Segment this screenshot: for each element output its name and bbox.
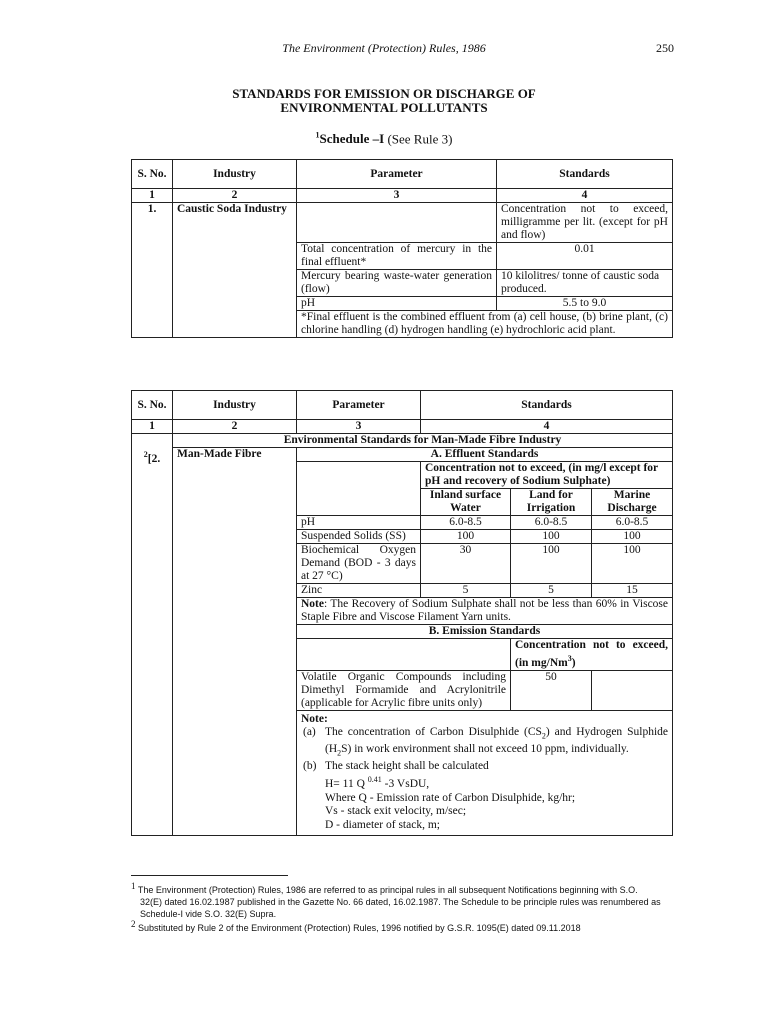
value-cell: 6.0-8.5 (421, 516, 511, 530)
col-num: 1 (132, 420, 173, 434)
col-header-industry: Industry (173, 160, 297, 189)
value-cell: 100 (592, 530, 673, 544)
blank-parameter-cell (297, 462, 421, 516)
value-cell: 5 (421, 584, 511, 598)
col-header-sno: S. No. (132, 160, 173, 189)
parameter-cell: pH (297, 516, 421, 530)
title-line-1: STANDARDS FOR EMISSION OR DISCHARGE OF (232, 86, 536, 101)
col-inland-surface-water: Inland surface Water (421, 489, 511, 516)
note-b (301, 760, 668, 774)
value-cell: 100 (511, 544, 592, 584)
blank-parameter-cell (297, 639, 511, 671)
note-a-sub: 2 (337, 748, 342, 758)
formula-where-q: Where Q - Emission rate of Carbon Disulphide, kg/hr; (325, 791, 576, 804)
footnote-2 (131, 918, 676, 934)
note-b-text: The stack height shall be calculated (325, 759, 489, 772)
column-number-row (132, 189, 673, 203)
col-num: 3 (297, 420, 421, 434)
parameter-cell: Zinc (297, 584, 421, 598)
footnote-marker: 1 (131, 881, 136, 891)
standard-value: 0.01 (497, 243, 673, 270)
schedule-label: Schedule –I (319, 131, 385, 147)
effluent-concentration-heading: Concentration not to exceed, (in mg/l except for pH and recovery of Sodium Sulphate) (421, 462, 673, 489)
footnote-1 (131, 880, 676, 920)
col-header-sno: S. No. (132, 391, 173, 420)
formula-d: D - diameter of stack, m; (325, 818, 440, 831)
col-num: 4 (421, 420, 673, 434)
serial-number: $^2$[2. (132, 448, 173, 836)
value-cell: 6.0-8.5 (592, 516, 673, 530)
title-line-2: ENVIRONMENTAL POLLUTANTS (280, 100, 488, 115)
footnote-marker: 2 (131, 919, 136, 929)
document-title (0, 87, 768, 115)
col-header-industry: Industry (173, 391, 297, 420)
value-cell: 6.0-8.5 (511, 516, 592, 530)
page-number: 250 (656, 41, 674, 55)
value-cell: 30 (421, 544, 511, 584)
parameter-cell (297, 203, 497, 243)
industry-name: Man-Made Fibre (173, 448, 297, 836)
section-title: Environmental Standards for Man-Made Fibre Industry (173, 434, 673, 448)
table-row (132, 448, 673, 462)
col-marine-discharge: Marine Discharge (592, 489, 673, 516)
col-num: 4 (497, 189, 673, 203)
col-header-standards: Standards (421, 391, 673, 420)
standard-value: 5.5 to 9.0 (497, 297, 673, 311)
table-row (132, 203, 673, 243)
value-cell: 15 (592, 584, 673, 598)
section-title-row (132, 434, 673, 448)
emission-conc-text: Concentration not to exceed, (in mg/Nm (515, 639, 669, 669)
col-num: 2 (173, 420, 297, 434)
sodium-sulphate-note (297, 598, 673, 625)
schedule-marker: 1 (315, 131, 320, 140)
value-cell: 100 (421, 530, 511, 544)
col-num: 1 (132, 189, 173, 203)
final-effluent-note: *Final effluent is the combined effluent from (a) cell house, (b) brine plant, (c) chlorine handling (d) hydrogen handling (e) hydrochloric acid plant. (297, 311, 673, 338)
serial-sup: 2 (143, 449, 148, 459)
col-header-standards: Standards (497, 160, 673, 189)
value-cell: 100 (511, 530, 592, 544)
footnote-text: The Environment (Protection) Rules, 1986 are referred to as principal rules in all subsequent Notifications beginning with S.O. (135, 885, 638, 895)
formula-text: -3 VsDU, (381, 778, 430, 791)
note-b-label: (b) (303, 759, 317, 772)
formula-exponent: 0.41 (367, 775, 382, 785)
parameter-cell: Biochemical Oxygen Demand (BOD - 3 days at 27 °C) (297, 544, 421, 584)
col-num: 3 (297, 189, 497, 203)
notes-block (297, 710, 673, 835)
emission-standards-title: B. Emission Standards (297, 625, 673, 639)
formula-text: H= 11 Q (325, 778, 368, 791)
standard-value: 10 kilolitres/ tonne of caustic soda produced. (497, 270, 673, 297)
col-num: 2 (173, 189, 297, 203)
parameter-cell: pH (297, 297, 497, 311)
emission-conc-tail: ) (571, 656, 576, 669)
note-a (301, 726, 668, 760)
note-text: : The Recovery of Sodium Sulphate shall not be less than 60% in Viscose Staple Fibre and Viscose Filament Yarn units. (301, 598, 669, 623)
stack-height-formula (301, 773, 668, 791)
col-header-parameter: Parameter (297, 160, 497, 189)
value-cell: 100 (592, 544, 673, 584)
standards-heading: Concentration not to exceed, milligramme per lit. (except for pH and flow) (497, 203, 673, 243)
table-header-row (132, 160, 673, 189)
emission-conc-sup: 3 (567, 654, 572, 663)
col-header-parameter: Parameter (297, 391, 421, 420)
parameter-cell: Total concentration of mercury in the final effluent* (297, 243, 497, 270)
man-made-fibre-table (131, 390, 673, 836)
note-a-text: The concentration of Carbon Disulphide (CS (325, 726, 542, 739)
note-a-sub: 2 (541, 731, 546, 741)
emission-concentration-heading (511, 639, 673, 671)
formula-vs: Vs - stack exit velocity, m/sec; (325, 805, 467, 818)
effluent-standards-title: A. Effluent Standards (297, 448, 673, 462)
serial-number: 1. (132, 203, 173, 338)
blank-cell (592, 670, 673, 710)
column-number-row (132, 420, 673, 434)
notes-heading: Note: (301, 712, 328, 725)
table-header-row (132, 391, 673, 420)
value-cell: 5 (511, 584, 592, 598)
note-label: Note (301, 598, 324, 610)
col-land-for-irrigation: Land for Irrigation (511, 489, 592, 516)
footnote-text: Substituted by Rule 2 of the Environment (Protection) Rules, 1996 notified by G.S.R. 1095(E) dated 09.11.2018 (135, 923, 581, 933)
caustic-soda-table (131, 159, 673, 338)
industry-name: Caustic Soda Industry (173, 203, 297, 338)
header-title: The Environment (Protection) Rules, 1986 (282, 41, 486, 55)
note-a-text: S) in work environment shall not exceed 10 ppm, individually. (341, 743, 629, 756)
schedule-ref: (See Rule 3) (384, 131, 453, 147)
note-a-text: ) and Hydrogen Sulphide (H (325, 726, 669, 756)
footnote-text: 32(E) dated 16.02.1987 published in the Gazette No. 66 dated, 16.02.1987. The Schedule to be principle rules was renumbered as Schedule-I vide S.O. 32(E) Supra. (140, 897, 661, 919)
parameter-cell: Mercury bearing waste-water generation (flow) (297, 270, 497, 297)
parameter-cell: Volatile Organic Compounds including Dimethyl Formamide and Acrylonitrile (applicable for Acrylic fibre units only) (297, 670, 511, 710)
parameter-cell: Suspended Solids (SS) (297, 530, 421, 544)
note-a-label: (a) (303, 726, 316, 739)
value-cell: 50 (511, 670, 592, 710)
schedule-heading (0, 131, 768, 147)
footnote-divider (131, 875, 288, 876)
